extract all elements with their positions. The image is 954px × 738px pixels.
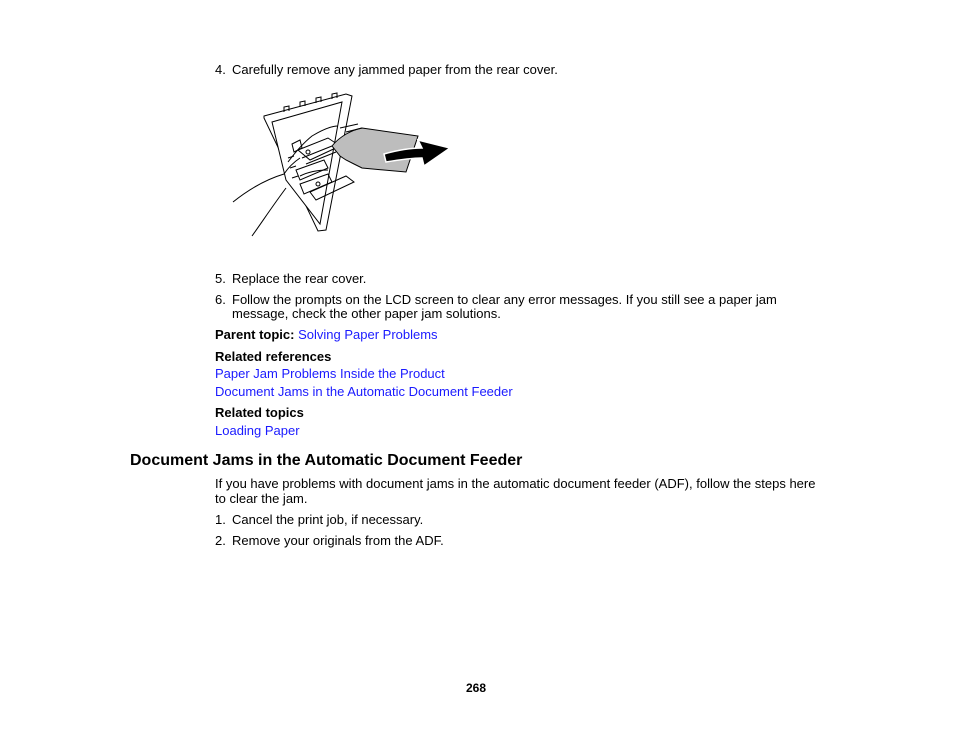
related-references-heading: Related references: [215, 349, 332, 364]
step-text-line1: Follow the prompts on the LCD screen to clear any error messages. If you still see a paper jam: [232, 292, 777, 307]
page-number: 268: [466, 681, 487, 695]
step-6-line2: message, check the other paper jam solutions.: [232, 306, 501, 321]
step-number: 4.: [215, 62, 226, 77]
parent-topic-link[interactable]: Solving Paper Problems: [298, 327, 438, 342]
step-number: 6.: [215, 292, 226, 307]
section-step-1: [215, 512, 424, 527]
step-4: [215, 62, 558, 77]
related-reference-link[interactable]: Document Jams in the Automatic Document Feeder: [215, 384, 513, 399]
rear-cover-paper-removal-illustration: [228, 88, 458, 240]
section-title: Document Jams in the Automatic Document Feeder: [130, 452, 523, 469]
step-5: [215, 271, 367, 286]
section-intro-line2: to clear the jam.: [215, 491, 308, 506]
related-topics-heading: Related topics: [215, 405, 304, 420]
step-text: Cancel the print job, if necessary.: [232, 512, 424, 527]
parent-topic: [215, 327, 438, 342]
step-number: 2.: [215, 533, 226, 548]
step-number: 5.: [215, 271, 226, 286]
section-step-2: [215, 533, 444, 548]
related-reference-link[interactable]: Paper Jam Problems Inside the Product: [215, 366, 445, 381]
parent-topic-label: Parent topic:: [215, 327, 295, 342]
step-text: Remove your originals from the ADF.: [232, 533, 444, 548]
step-text: Replace the rear cover.: [232, 271, 367, 286]
step-text: Carefully remove any jammed paper from the rear cover.: [232, 62, 558, 77]
related-topic-link[interactable]: Loading Paper: [215, 423, 300, 438]
step-6: [215, 292, 777, 307]
step-number: 1.: [215, 512, 226, 527]
section-intro-line1: If you have problems with document jams in the automatic document feeder (ADF), follow the steps here: [215, 476, 816, 491]
